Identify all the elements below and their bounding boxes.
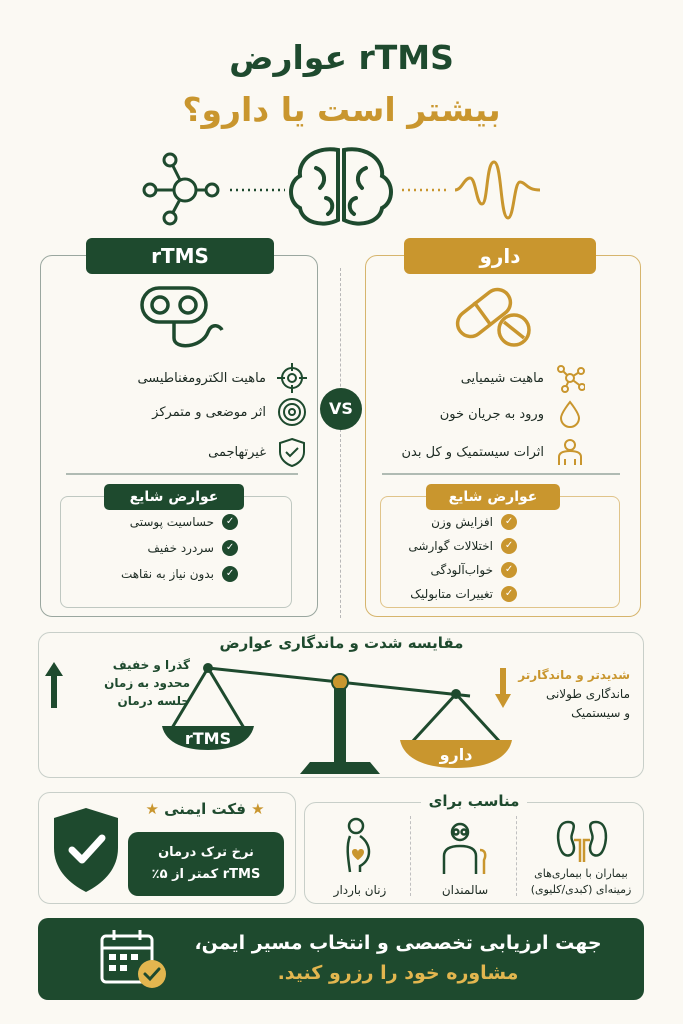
calendar-check-icon	[98, 928, 170, 992]
scale-right-label: دارو	[439, 745, 473, 764]
star-icon: ★	[245, 800, 265, 818]
feature-label: اثر موضعی و متمرکز	[152, 404, 266, 420]
pregnant-woman-icon	[338, 816, 382, 876]
list-item-label: سردرد خفیف	[147, 541, 214, 555]
kidneys-icon	[554, 818, 610, 864]
rtms-tag: rTMS	[86, 238, 274, 274]
list-item-label: خواب‌آلودگی	[430, 563, 493, 577]
balance-scale-icon	[150, 662, 520, 778]
scale-left-label: rTMS	[184, 729, 232, 748]
person-icon	[554, 436, 586, 468]
arrow-down-icon	[492, 666, 514, 710]
cta-text-line1: جهت ارزیابی تخصصی و انتخاب مسیر ایمن،	[194, 932, 602, 954]
list-item	[431, 514, 517, 530]
check-icon: ✓	[501, 514, 517, 530]
shield-check-icon	[276, 436, 308, 468]
list-item-label: تغییرات متابولیک	[410, 587, 493, 601]
suitable-item-pregnant: زنان باردار	[333, 883, 387, 897]
elderly-icon	[440, 820, 492, 876]
rtms-feature-electromagnetic	[137, 362, 308, 394]
rtms-feature-local	[152, 396, 308, 428]
text-line: محدود به زمان	[104, 676, 190, 690]
suitable-item-elderly: سالمندان	[441, 883, 489, 897]
cta-text-line2: مشاوره خود را رزرو کنید.	[277, 962, 519, 984]
fact-line: نرخ ترک درمان	[158, 845, 254, 860]
list-item	[408, 538, 517, 554]
drug-feature-chemical	[461, 362, 586, 394]
comparison-right-text	[512, 666, 630, 723]
text-line: ماندگاری طولانی	[545, 687, 630, 701]
drug-tag: دارو	[404, 238, 596, 274]
wave-icon	[455, 162, 540, 218]
drug-feature-bloodstream	[440, 398, 586, 430]
check-icon: ✓	[501, 538, 517, 554]
feature-label: غیرتهاجمی	[208, 444, 266, 460]
drug-side-effects-title: عوارض شایع	[426, 484, 560, 510]
list-item-label: بدون نیاز به نقاهت	[120, 567, 214, 581]
tms-coil-icon	[132, 282, 228, 354]
feature-label: ورود به جریان خون	[439, 406, 544, 422]
concentric-circles-icon	[276, 396, 308, 428]
rtms-feature-noninvasive	[208, 436, 308, 468]
list-item	[147, 540, 238, 556]
molecule-icon	[554, 362, 586, 394]
drug-feature-systemic	[402, 436, 587, 468]
page-title: عوارض rTMS	[229, 38, 454, 77]
list-item	[410, 586, 517, 602]
divider	[410, 816, 411, 896]
check-icon: ✓	[222, 514, 238, 530]
list-item	[431, 562, 518, 578]
target-icon	[276, 362, 308, 394]
list-item-label: افزایش وزن	[431, 515, 493, 529]
text-line: بیماران با بیماری‌های	[534, 867, 628, 880]
list-item	[121, 566, 238, 582]
highlight-text: شدیدتر و ماندگارتر	[518, 668, 630, 682]
text-line: جلسه درمان	[117, 694, 190, 708]
fact-line: rTMS کمتر از ۵٪	[151, 867, 261, 882]
shield-check-icon	[50, 804, 122, 896]
page-subtitle: بیشتر است یا دارو؟	[182, 90, 501, 129]
check-icon: ✓	[501, 586, 517, 602]
feature-label: ماهیت شیمیایی	[460, 370, 544, 386]
vs-divider	[340, 268, 341, 618]
vs-badge: VS	[320, 388, 362, 430]
suitable-item-patients	[522, 866, 640, 898]
rtms-side-effects-title: عوارض شایع	[104, 484, 244, 510]
feature-label: اثرات سیستمیک و کل بدن	[401, 444, 544, 460]
safety-fact-card	[128, 832, 284, 896]
safety-fact-title	[120, 800, 290, 818]
text-line: زمینه‌ای (کبدی/کلیوی)	[530, 883, 632, 896]
list-item-label: حساسیت پوستی	[129, 515, 214, 529]
list-item	[130, 514, 238, 530]
brain-icon	[291, 149, 391, 223]
check-icon: ✓	[222, 540, 238, 556]
star-icon: ★	[145, 800, 165, 818]
divider	[516, 816, 517, 896]
comparison-title: مقایسه شدت و ماندگاری عوارض	[219, 634, 464, 652]
drop-icon	[554, 398, 586, 430]
network-icon	[144, 154, 218, 224]
safety-fact-title-text: فکت ایمنی	[164, 800, 246, 818]
pills-icon	[448, 280, 544, 352]
brain-network-illustration	[130, 138, 550, 228]
divider	[382, 473, 620, 475]
check-icon: ✓	[501, 562, 517, 578]
feature-label: ماهیت الکترومغناطیسی	[137, 370, 266, 386]
text-line: و سیستمیک	[571, 706, 630, 720]
list-item-label: اختلالات گوارشی	[408, 539, 493, 553]
check-icon: ✓	[222, 566, 238, 582]
divider	[66, 473, 298, 475]
text-line: گذرا و خفیف	[112, 658, 190, 672]
suitable-for-title-text: مناسب برای	[421, 792, 528, 810]
suitable-for-title	[304, 792, 644, 810]
